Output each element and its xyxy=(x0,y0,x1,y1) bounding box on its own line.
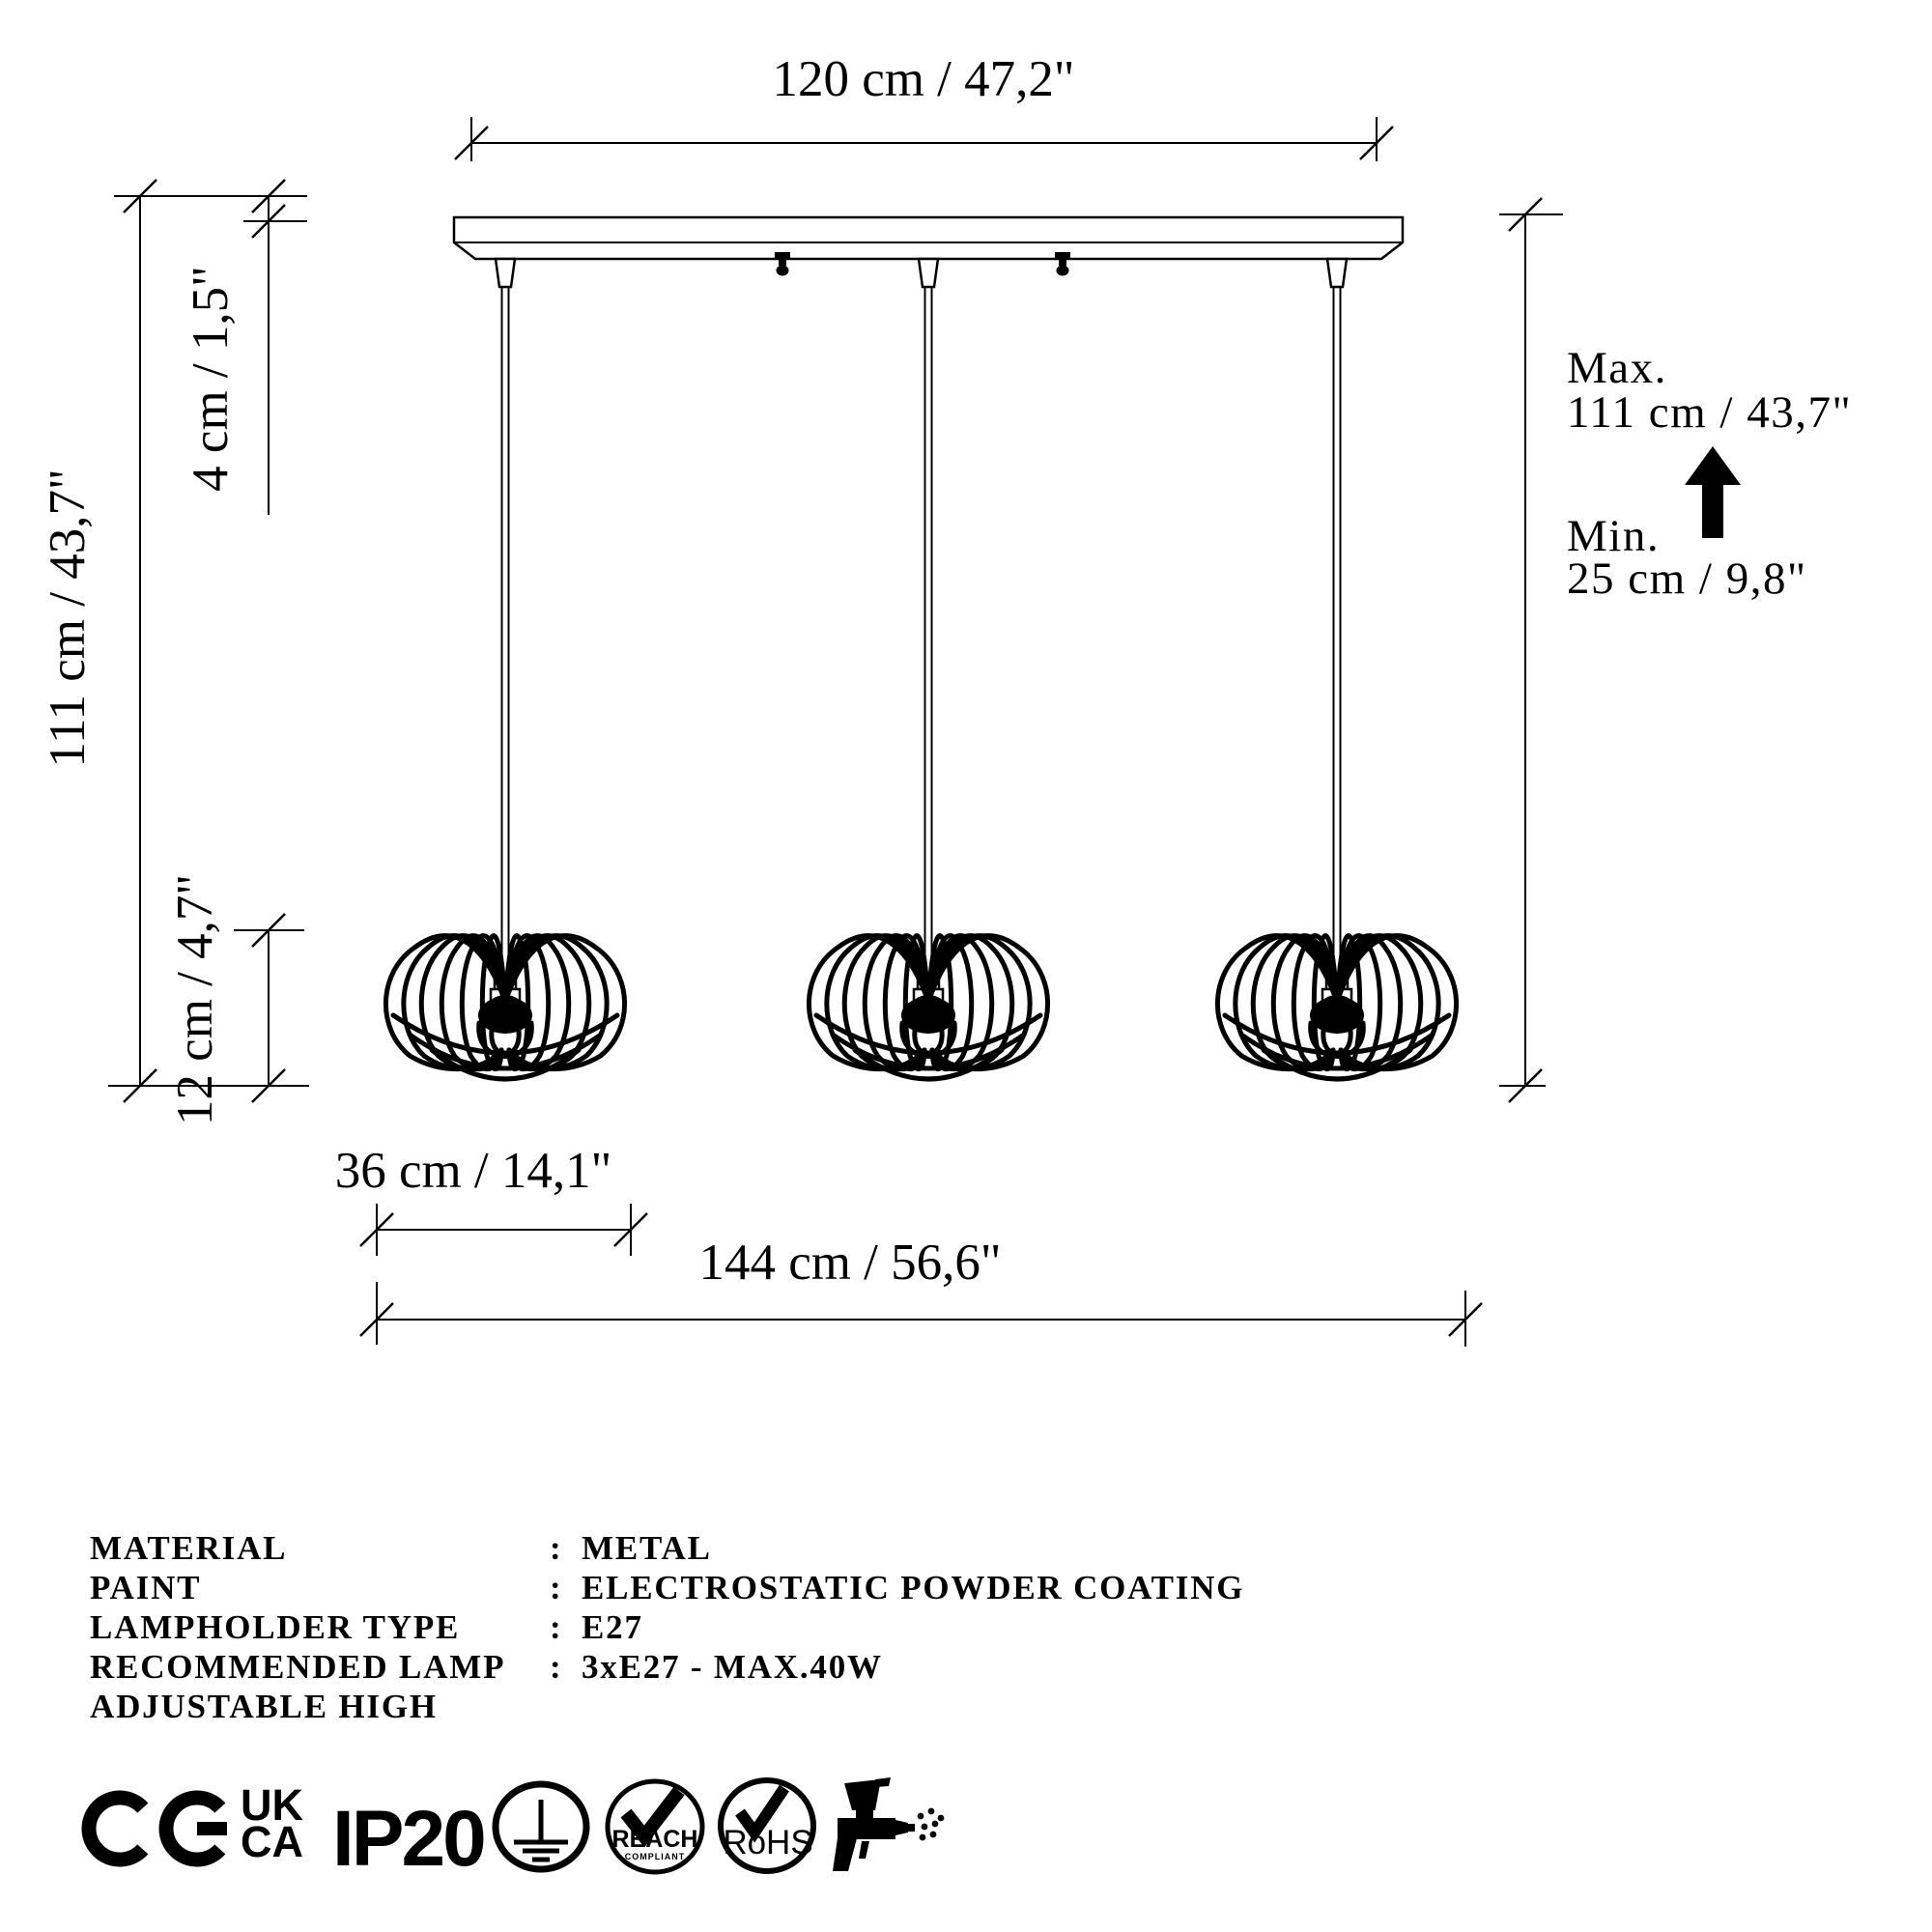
ukca-line2: CA xyxy=(241,1817,303,1866)
spec-label: MATERIAL xyxy=(90,1529,288,1567)
spec-label: LAMPHOLDER TYPE xyxy=(90,1608,461,1646)
rohs-label: RoHS xyxy=(723,1824,813,1861)
spec-separator: : xyxy=(550,1608,563,1646)
min-label: Min. xyxy=(1567,511,1661,561)
spec-label: ADJUSTABLE HIGH xyxy=(90,1688,438,1725)
up-arrow-icon xyxy=(1685,446,1741,538)
ceiling-canopy xyxy=(454,217,1403,259)
dim-overall-height: 111 cm / 43,7" xyxy=(40,469,96,768)
spec-label: PAINT xyxy=(90,1569,202,1606)
fixture-middle xyxy=(809,259,1047,1079)
ip-rating: IP20 xyxy=(332,1795,484,1883)
dim-canopy-width: 120 cm / 47,2" xyxy=(772,51,1075,107)
spec-label: RECOMMENDED LAMP xyxy=(90,1648,506,1686)
reach-label: REACH xyxy=(611,1826,698,1853)
earth-ground-icon xyxy=(496,1784,586,1869)
fixture-right xyxy=(1217,259,1456,1079)
max-label: Max. xyxy=(1567,343,1667,393)
spec-separator: : xyxy=(550,1529,563,1567)
max-value: 111 cm / 43,7" xyxy=(1567,387,1853,438)
canopy-bolt-left xyxy=(775,252,790,276)
min-value: 25 cm / 9,8" xyxy=(1567,554,1807,604)
spray-gun-icon xyxy=(833,1777,944,1871)
spec-row-recommended-lamp xyxy=(90,1648,1539,1687)
spec-value xyxy=(582,1688,1539,1726)
spec-value: METAL xyxy=(582,1529,712,1567)
spec-row-adjustable-high xyxy=(90,1688,1539,1726)
spec-value: E27 xyxy=(582,1608,643,1646)
dim-canopy-height: 4 cm / 1,5" xyxy=(183,266,239,492)
dim-overall-width: 144 cm / 56,6" xyxy=(698,1235,1002,1291)
spec-separator: : xyxy=(550,1648,563,1686)
dim-shade-height: 12 cm / 4,7" xyxy=(167,873,223,1126)
ukca-mark xyxy=(241,1780,303,1866)
spec-row-lampholder xyxy=(90,1608,1539,1647)
ce-mark-icon xyxy=(89,1798,227,1860)
spec-value: 3xE27 - MAX.40W xyxy=(582,1648,883,1686)
ukca-line1: UK xyxy=(241,1780,303,1830)
reach-compliant-label: COMPLIANT xyxy=(624,1852,686,1861)
fixture-left xyxy=(385,259,624,1079)
canopy-bolt-right xyxy=(1055,252,1070,276)
spec-separator: : xyxy=(550,1569,563,1606)
spec-value: ELECTROSTATIC POWDER COATING xyxy=(582,1569,1245,1606)
spec-row-paint xyxy=(90,1569,1539,1607)
spec-separator xyxy=(550,1688,582,1726)
spec-row-material xyxy=(90,1529,1539,1568)
dim-shade-width: 36 cm / 14,1" xyxy=(334,1143,612,1199)
